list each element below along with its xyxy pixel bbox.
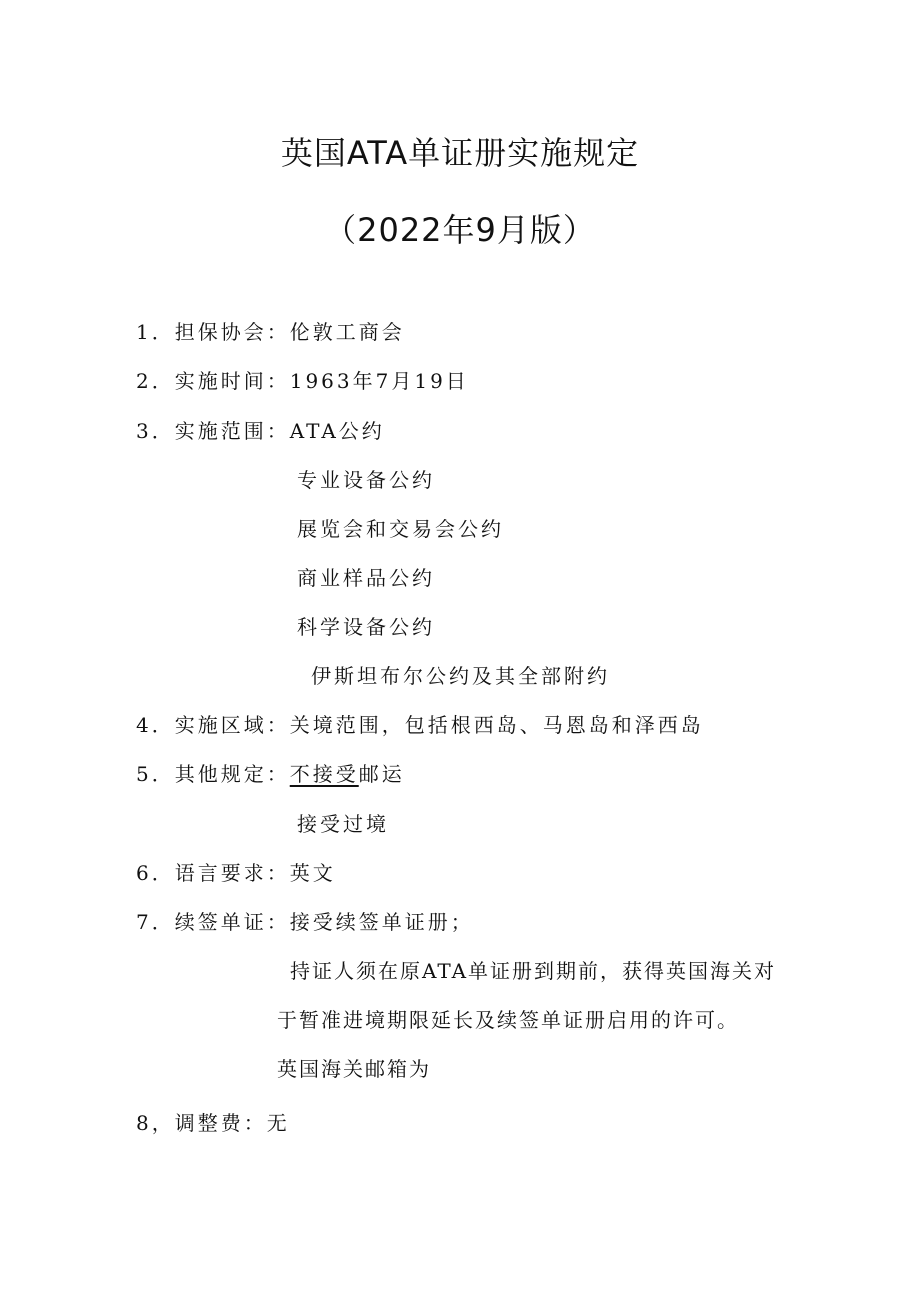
item-adjustment-fee: 8，调整费：无 [136, 1111, 290, 1135]
scope-professional-equipment: 专业设备公约 [297, 468, 435, 492]
document-subtitle: （2022年9月版） [324, 211, 596, 249]
renewal-detail-line1: 持证人须在原ATA单证册到期前，获得英国海关对 [290, 959, 777, 983]
item-other-rules [136, 760, 405, 788]
document-title: 英国ATA单证册实施规定 [280, 134, 640, 172]
item-guarantor: 1．担保协会：伦敦工商会 [136, 320, 405, 344]
scope-scientific-equipment: 科学设备公约 [297, 615, 435, 639]
other-rules-transit: 接受过境 [297, 812, 389, 836]
other-rules-prefix: 5．其他规定： [136, 762, 290, 786]
scope-exhibitions-fairs: 展览会和交易会公约 [297, 517, 504, 541]
item-effective-date: 2．实施时间：1963年7月19日 [136, 369, 469, 393]
other-rules-suffix: 邮运 [358, 762, 405, 786]
scope-commercial-samples: 商业样品公约 [297, 566, 435, 590]
renewal-detail-line2: 于暂准进境期限延长及续签单证册启用的许可。 [277, 1008, 739, 1032]
other-rules-underlined: 不接受 [289, 762, 359, 786]
item-region: 4．实施区域：关境范围，包括根西岛、马恩岛和泽西岛 [136, 713, 704, 737]
scope-istanbul-convention: 伊斯坦布尔公约及其全部附约 [311, 664, 610, 688]
item-renewal: 7．续签单证：接受续签单证册； [136, 910, 474, 934]
item-language: 6．语言要求：英文 [136, 861, 336, 885]
renewal-customs-email: 英国海关邮箱为 [277, 1057, 431, 1081]
item-scope: 3．实施范围：ATA公约 [136, 419, 385, 443]
